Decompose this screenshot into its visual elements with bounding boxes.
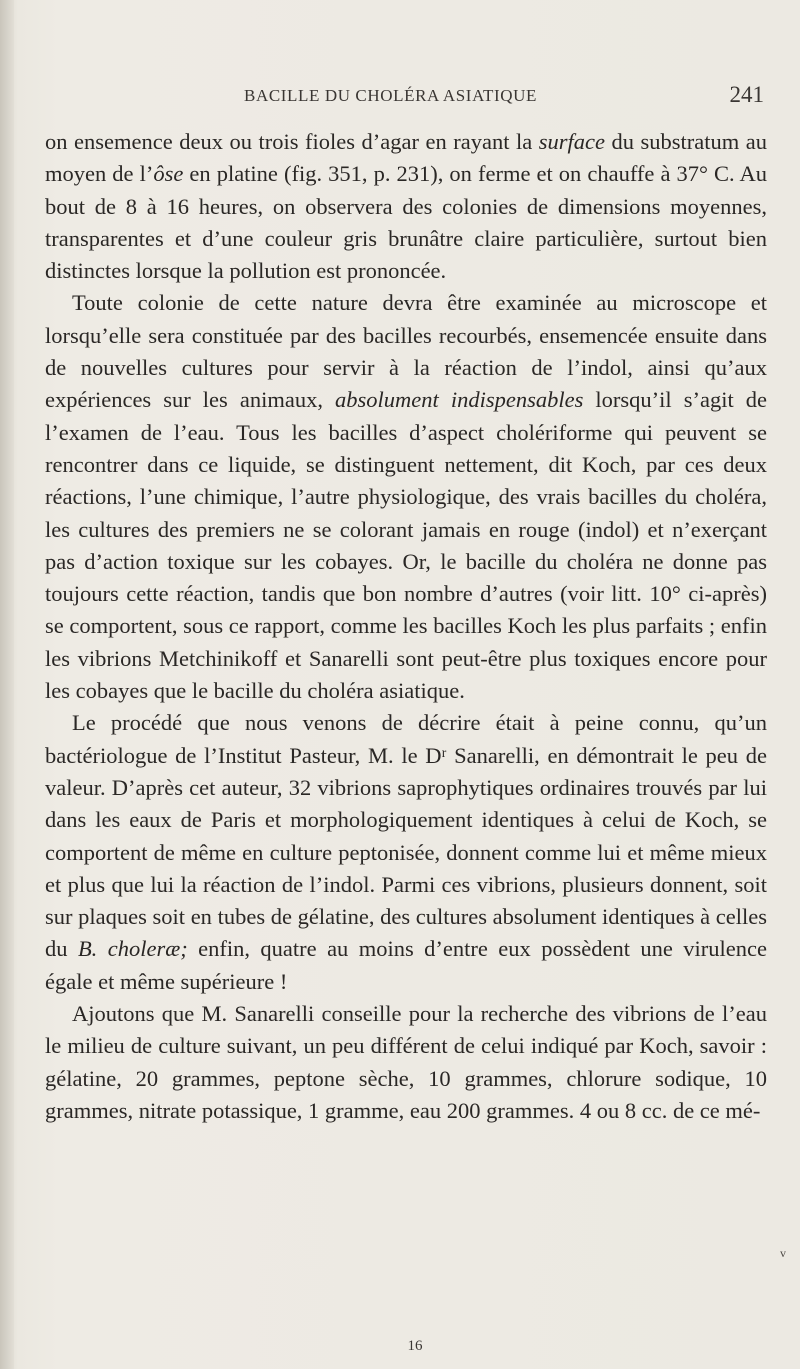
body-text [45,126,767,1127]
italic-text: absolument indispensables [335,387,584,413]
text-segment: en platine (fig. 351, p. 231), on ferme et on chauffe à 37° C. Au bout de 8 à 16 heures, on observera des colonies de dimensions moyennes, transparentes et d’une couleur gris brunâtre claire particulière, surtout bien distinctes lorsque la pollution est prononcée. [45,161,768,284]
text-segment: on ensemence deux ou trois fioles d’agar en rayant la [45,129,539,154]
margin-mark: v [780,1246,786,1260]
italic-text: B. choleræ; [77,936,188,962]
running-title: BACILLE DU CHOLÉRA ASIATIQUE [244,86,538,105]
text-segment: Le procédé que nous venons de décrire était à peine connu, qu’un bactériologue de l’Institut Pasteur, M. le Dʳ Sanarelli, en démontrait le peu de valeur. D’après cet auteur, 32 vibrions saprophytiques ordinaires trouvés par lui dans les eaux de Paris et morphologiquement identiques à celui de Koch, se comportent de même en culture peptonisée, donnent comme lui et même mieux et plus que lui la réaction de l’indol. Parmi ces vibrions, plusieurs donnent, soit sur plaques soit en tubes de gélatine, des cultures absolument identiques à celles du [45,710,767,962]
text-segment: Ajoutons que M. Sanarelli conseille pour la recherche des vibrions de l’eau le milieu de culture suivant, un peu différent de celui indiqué par Koch, savoir : gélatine, 20 grammes, peptone sèche, 10 grammes, chlorure sodique, 10 grammes, nitrate potassique, 1 gramme, eau 200 grammes. 4 ou 8 cc. de ce mé- [45,1001,767,1123]
page-header [244,82,764,116]
page-gutter-shadow [0,0,14,1369]
paragraph-p2 [45,287,767,707]
italic-text: ôse [153,161,184,187]
paragraph-p3 [45,707,767,998]
text-segment: lorsqu’il s’agit de l’examen de l’eau. Tous les bacilles d’aspect cholériforme qui peuvent se rencontrer dans ce liquide, se distinguent nettement, dit Koch, par ces deux réactions, l’une chimique, l’autre physiologique, des vrais bacilles du choléra, les cultures des premiers ne se colorant jamais en rouge (indol) et n’exerçant pas d’action toxique sur les cobayes. Or, le bacille du choléra ne donne pas toujours cette réaction, tandis que bon nombre d’autres (voir litt. 10° ci-après) se comportent, sous ce rapport, comme les bacilles Koch les plus parfaits ; enfin les vibrions Metchinikoff et Sanarelli sont peut-être plus toxiques encore pour les cobayes que le bacille du choléra asiatique. [45,387,767,704]
text-segment: enfin, quatre au moins d’entre eux possèdent une virulence égale et même supérieure ! [45,936,767,994]
paragraph-p1 [45,126,767,287]
page-number: 241 [729,82,764,107]
italic-text: surface [538,129,605,154]
text-segment: Toute colonie de cette nature devra être examinée au microscope et lorsqu’elle sera constituée par des bacilles recourbés, ensemencée ensuite dans de nouvelles cultures pour servir à la réaction de l’indol, ainsi qu’aux expériences sur les animaux, [45,290,767,413]
signature-mark: 16 [407,1338,423,1354]
text-segment: du substratum au moyen de l’ [45,129,767,187]
paragraph-p4 [45,998,767,1127]
